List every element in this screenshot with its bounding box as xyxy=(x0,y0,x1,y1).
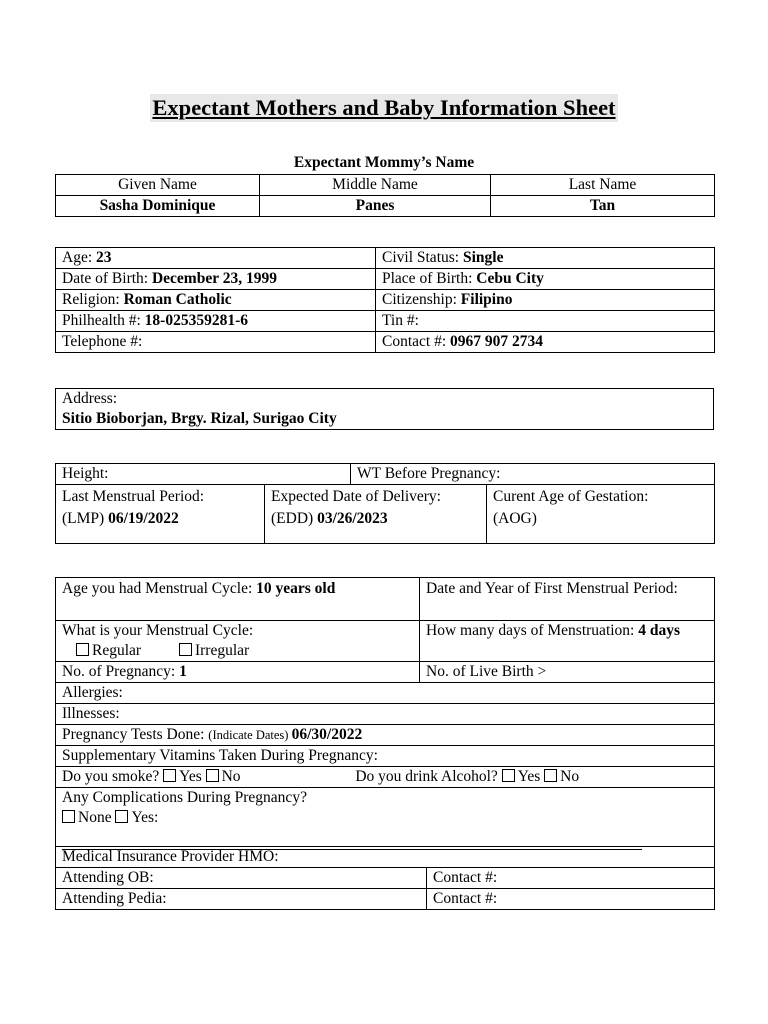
aog-cell xyxy=(487,485,715,544)
menstrual-cycle-cell xyxy=(56,621,420,662)
attending-pedia-cell: Attending Pedia: xyxy=(56,889,427,910)
pob-value: Cebu City xyxy=(476,270,544,287)
pregnancy-tests-date: 06/30/2022 xyxy=(291,726,363,743)
height-cell: Height: xyxy=(56,464,351,485)
pregnancy-count-value: 1 xyxy=(179,663,187,680)
drink-no-checkbox[interactable] xyxy=(544,769,557,782)
dob-cell xyxy=(56,269,376,290)
complications-yes-checkbox[interactable] xyxy=(115,810,128,823)
drink-no-label: No xyxy=(560,768,580,785)
personal-info-table xyxy=(55,247,715,353)
complications-cell xyxy=(56,788,715,847)
wt-before-pregnancy-cell: WT Before Pregnancy: xyxy=(351,464,715,485)
smoke-yes-checkbox[interactable] xyxy=(163,769,176,782)
lmp-cell xyxy=(56,485,265,544)
pob-cell xyxy=(376,269,715,290)
address-table xyxy=(55,388,714,430)
irregular-checkbox[interactable] xyxy=(179,643,192,656)
lmp-prefix: (LMP) xyxy=(62,510,109,527)
menarche-age-value: 10 years old xyxy=(256,580,336,597)
contact-value: 0967 907 2734 xyxy=(450,333,544,350)
smoke-no-label: No xyxy=(221,768,241,785)
philhealth-value: 18-025359281-6 xyxy=(144,312,248,329)
pregnancy-tests-note: (Indicate Dates) xyxy=(208,728,292,742)
religion-label: Religion: xyxy=(62,291,124,308)
tin-label: Tin #: xyxy=(382,312,419,329)
menarche-age-cell xyxy=(56,578,420,621)
smoke-no-checkbox[interactable] xyxy=(206,769,219,782)
edd-label: Expected Date of Delivery: xyxy=(271,488,441,505)
address-cell xyxy=(56,389,714,430)
lmp-label: Last Menstrual Period: xyxy=(62,488,205,505)
address-value: Sitio Bioborjan, Brgy. Rizal, Surigao City xyxy=(62,410,337,427)
complications-none-label: None xyxy=(78,809,112,826)
pregnancy-tests-cell xyxy=(56,725,715,746)
dob-value: December 23, 1999 xyxy=(151,270,277,287)
attending-ob-cell: Attending OB: xyxy=(56,868,427,889)
philhealth-cell xyxy=(56,311,376,332)
menstruation-days-cell xyxy=(420,621,715,662)
complications-none-checkbox[interactable] xyxy=(62,810,75,823)
citizenship-label: Citizenship: xyxy=(382,291,461,308)
first-period-cell: Date and Year of First Menstrual Period: xyxy=(420,578,715,621)
contact-cell xyxy=(376,332,715,353)
drink-label: Do you drink Alcohol? xyxy=(355,768,502,785)
tin-cell xyxy=(376,311,715,332)
edd-value: 03/26/2023 xyxy=(317,510,388,527)
given-name-value: Sasha Dominique xyxy=(56,196,260,217)
drink-yes-label: Yes xyxy=(517,768,541,785)
page-title: Expectant Mothers and Baby Information Sheet xyxy=(152,95,616,120)
complications-yes-label: Yes: xyxy=(131,809,159,826)
last-name-header: Last Name xyxy=(491,175,715,196)
smoke-drink-cell xyxy=(56,767,715,788)
name-table xyxy=(55,174,715,217)
drink-yes-checkbox[interactable] xyxy=(502,769,515,782)
illnesses-cell: Illnesses: xyxy=(56,704,715,725)
pedia-contact-cell: Contact #: xyxy=(427,889,715,910)
edd-prefix: (EDD) xyxy=(271,510,318,527)
religion-value: Roman Catholic xyxy=(123,291,232,308)
name-section-heading: Expectant Mommy’s Name xyxy=(293,154,475,171)
page-title-wrap xyxy=(0,94,768,122)
age-cell xyxy=(56,248,376,269)
pob-label: Place of Birth: xyxy=(382,270,477,287)
pregnancy-count-cell xyxy=(56,662,420,683)
aog-prefix: (AOG) xyxy=(493,510,537,527)
allergies-cell: Allergies: xyxy=(56,683,715,704)
middle-name-header: Middle Name xyxy=(260,175,491,196)
last-name-value: Tan xyxy=(491,196,715,217)
given-name-header: Given Name xyxy=(56,175,260,196)
civil-status-label: Civil Status: xyxy=(382,249,463,266)
middle-name-value: Panes xyxy=(260,196,491,217)
citizenship-value: Filipino xyxy=(460,291,513,308)
regular-label: Regular xyxy=(92,642,142,659)
philhealth-label: Philhealth #: xyxy=(62,312,145,329)
pregnancy-dates-table xyxy=(55,463,715,544)
edd-cell xyxy=(265,485,487,544)
live-birth-cell: No. of Live Birth > xyxy=(420,662,715,683)
pregnancy-tests-label: Pregnancy Tests Done: xyxy=(62,726,209,743)
telephone-cell xyxy=(56,332,376,353)
vitamins-cell: Supplementary Vitamins Taken During Pregnancy: xyxy=(56,746,715,767)
hmo-cell: Medical Insurance Provider HMO: xyxy=(56,847,715,868)
aog-label: Curent Age of Gestation: xyxy=(493,488,649,505)
medical-history-table xyxy=(55,577,715,910)
irregular-label: Irregular xyxy=(194,642,250,659)
age-label: Age: xyxy=(62,249,97,266)
complications-answer-line xyxy=(62,849,642,850)
smoke-label: Do you smoke? xyxy=(62,768,164,785)
menarche-age-label: Age you had Menstrual Cycle: xyxy=(62,580,257,597)
age-value: 23 xyxy=(96,249,112,266)
menstruation-days-value: 4 days xyxy=(638,622,681,639)
religion-cell xyxy=(56,290,376,311)
smoke-yes-label: Yes xyxy=(179,768,202,785)
civil-status-cell xyxy=(376,248,715,269)
menstrual-cycle-label: What is your Menstrual Cycle: xyxy=(62,622,254,639)
complications-label: Any Complications During Pregnancy? xyxy=(62,789,307,806)
lmp-value: 06/19/2022 xyxy=(108,510,179,527)
telephone-label: Telephone #: xyxy=(62,333,143,350)
ob-contact-cell: Contact #: xyxy=(427,868,715,889)
citizenship-cell xyxy=(376,290,715,311)
menstruation-days-label: How many days of Menstruation: xyxy=(426,622,639,639)
pregnancy-count-label: No. of Pregnancy: xyxy=(62,663,180,680)
dob-label: Date of Birth: xyxy=(62,270,152,287)
contact-label: Contact #: xyxy=(382,333,451,350)
address-label: Address: xyxy=(62,390,118,407)
regular-checkbox[interactable] xyxy=(76,643,89,656)
civil-status-value: Single xyxy=(462,249,504,266)
